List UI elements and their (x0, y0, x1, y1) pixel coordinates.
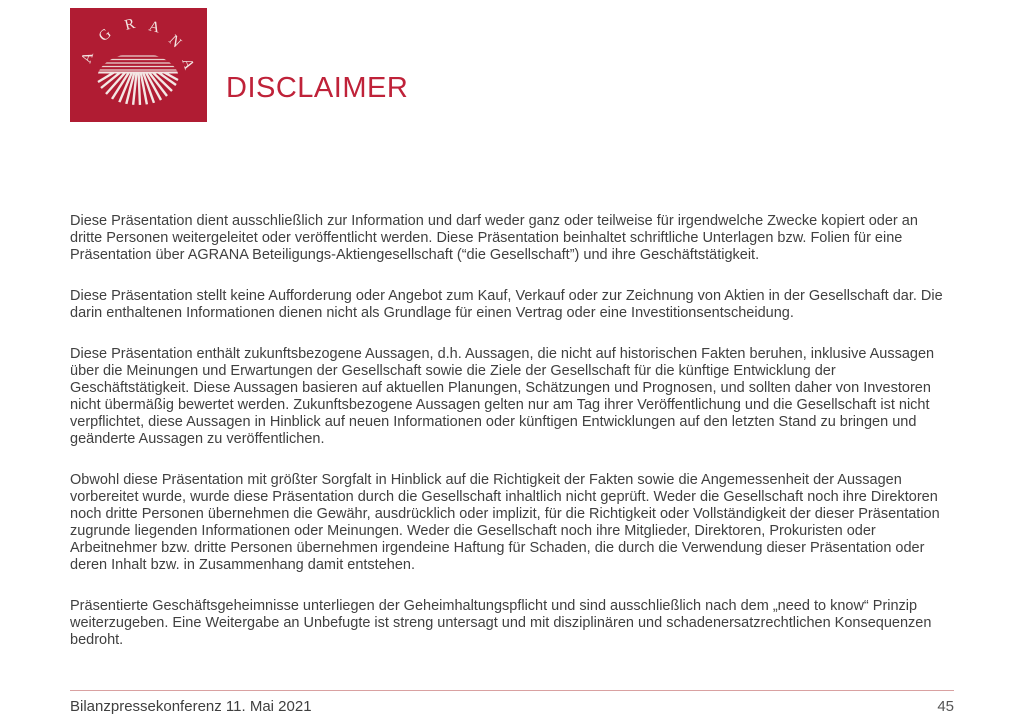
page-number: 45 (937, 698, 954, 715)
logo-letter: G (95, 25, 115, 45)
disclaimer-text (70, 213, 954, 673)
disclaimer-paragraph-5: Präsentierte Geschäftsgeheimnisse unterliegen der Geheimhaltungspflicht und sind ausschließlich nach dem „need to know“ Prinzip weiterzugeben. Eine Weitergabe an Unbefugte ist streng untersagt und mit disziplinären und schadenersatzrechtlichen Konsequenzen bedroht. (70, 598, 932, 648)
logo-letter: R (123, 15, 137, 34)
footer-divider (70, 690, 954, 691)
disclaimer-paragraph-3: Diese Präsentation enthält zukunftsbezogene Aussagen, d.h. Aussagen, die nicht auf historischen Fakten beruhen, inklusive Aussagen über die Meinungen und Erwartungen der Gesellschaft sowie die Ziele der Gesellschaft für die künftige Entwicklung der Geschäftstätigkeit. Diese Aussagen basieren auf aktuellen Planungen, Schätzungen und Prognosen, und sollten daher von Investoren nicht übermäßig bewertet werden. Zukunftsbezogene Aussagen gelten nur am Tag ihrer Veröffentlichung und die Gesellschaft ist nicht verpflichtet, diese Aussagen in Hinblick auf neuen Informationen oder künftigen Entwicklungen auf den letzten Stand zu bringen und geänderte Aussagen zu veröffentlichen. (70, 346, 935, 447)
logo-letter: N (165, 32, 185, 52)
agrana-logo (70, 8, 207, 122)
disclaimer-paragraph-1: Diese Präsentation dient ausschließlich zur Information und darf weder ganz oder teilweise für irgendwelche Zwecke kopiert oder an dritte Personen weitergeleitet oder veröffentlicht werden. Diese Präsentation beinhaltet schriftliche Unterlagen bzw. Folien für eine Präsentation über AGRANA Beteiligungs-Aktiengesellschaft (“die Gesellschaft”) und ihre Geschäftstätigkeit. (70, 213, 918, 263)
footer-event-label: Bilanzpressekonferenz 11. Mai 2021 (70, 698, 312, 715)
page-title: DISCLAIMER (226, 72, 409, 104)
disclaimer-paragraph-2: Diese Präsentation stellt keine Aufforderung oder Angebot zum Kauf, Verkauf oder zur Zeichnung von Aktien in der Gesellschaft dar. Die darin enthaltenen Informationen dienen nicht als Grundlage für einen Vertrag oder eine Investitionsentscheidung. (70, 288, 943, 321)
disclaimer-paragraph-4: Obwohl diese Präsentation mit größter Sorgfalt in Hinblick auf die Richtigkeit der Fakten sowie die Angemessenheit der Aussagen vorbereitet wurde, wurde diese Präsentation durch die Gesellschaft inhaltlich nicht geprüft. Weder die Gesellschaft noch ihre Direktoren noch dritte Personen übernehmen die Gewähr, ausdrücklich oder implizit, für die Richtigkeit oder Vollständigkeit der dieser Präsentation zugrunde liegenden Informationen oder Meinungen. Weder die Gesellschaft noch ihre Mitglieder, Direktoren, Prokuristen oder Arbeitnehmer bzw. dritte Personen übernehmen irgendeine Haftung für Schaden, die durch die Verwendung dieser Präsentation oder deren Inhalt bzw. in Zusammenhang damit entstehen. (70, 472, 940, 573)
agrana-field-icon (70, 8, 207, 122)
logo-letter: A (147, 18, 162, 37)
logo-letter: A (178, 56, 197, 72)
logo-letter: A (78, 49, 98, 66)
